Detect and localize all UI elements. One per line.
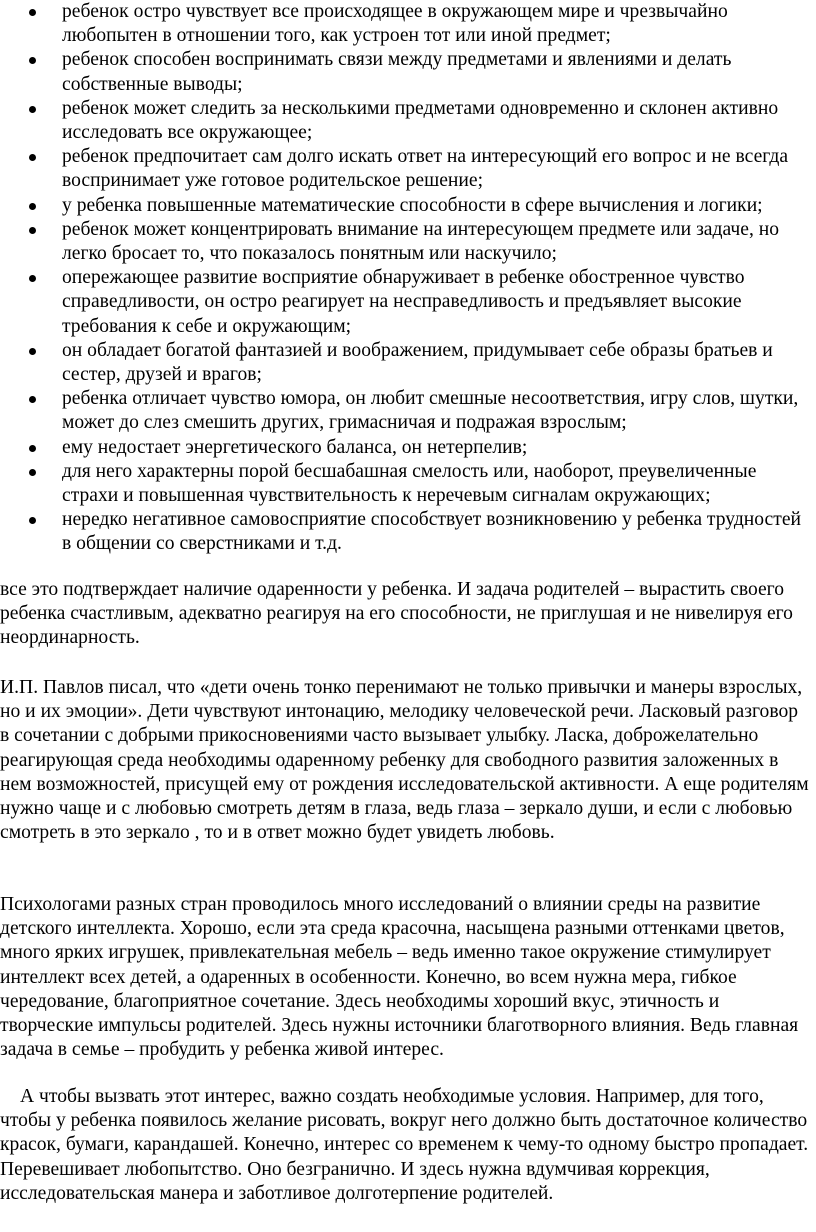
list-item xyxy=(0,194,816,218)
list-item xyxy=(0,145,816,193)
list-item xyxy=(0,436,816,460)
bullet-icon xyxy=(29,9,36,16)
environment-paragraph: Психологами разных стран проводилось много исследований о влиянии среды на развитие детского интеллекта. Хорошо, если эта среда красочна, насыщена разными оттенками цветов, много ярких игрушек, привлекательная мебель – ведь именно такое окружение стимулирует интеллект всех детей, а одаренных в особенности. Конечно, во всем нужна мера, гибкое чередование, благоприятное сочетание. Здесь необходимы хороший вкус, этичность и творческие импульсы родителей. Здесь нужны источники благотворного влияния. Ведь главная задача в семье – пробудить у ребенка живой интерес. xyxy=(0,894,799,1061)
bullet-icon xyxy=(29,227,36,234)
list-item xyxy=(0,339,816,387)
list-item xyxy=(0,218,816,266)
bullet-icon xyxy=(29,396,36,403)
list-item xyxy=(0,508,816,556)
bullet-icon xyxy=(29,469,36,476)
list-item xyxy=(0,97,816,145)
list-item xyxy=(0,266,816,339)
bullet-icon xyxy=(29,275,36,282)
list-item xyxy=(0,460,816,508)
bullet-icon xyxy=(29,106,36,113)
list-item-text: он обладает богатой фантазией и воображением, придумывает себе образы братьев и сестер, друзей и врагов; xyxy=(62,339,773,386)
list-item-text: ребенок может следить за несколькими предметами одновременно и склонен активно исследовать все окружающее; xyxy=(62,97,779,144)
bullet-icon xyxy=(29,445,36,452)
list-item-text: для него характерны порой бесшабашная смелость или, наоборот, преувеличенные страхи и повышенная чувствительность к неречевым сигналам окружающих; xyxy=(62,460,757,507)
conclusion-paragraph: все это подтверждает наличие одаренности у ребенка. И задача родителей – вырастить своего ребенка счастливым, адекватно реагируя на его способности, не приглушая и не нивелируя его неординарность. xyxy=(0,579,793,649)
list-item-text: у ребенка повышенные математические способности в сфере вычисления и логики; xyxy=(62,194,763,216)
traits-bullet-list xyxy=(0,0,816,557)
bullet-icon xyxy=(29,517,36,524)
bullet-icon xyxy=(29,154,36,161)
list-item-text: опережающее развитие восприятие обнаруживает в ребенке обостренное чувство справедливости, он остро реагирует на несправедливость и предъявляет высокие требования к себе и окружающим; xyxy=(62,267,745,337)
list-item-text: ребенок способен воспринимать связи между предметами и явлениями и делать собственные выводы; xyxy=(62,49,732,95)
list-item-text: ребенок может концентрировать внимание на интересующем предмете или задаче, но легко бросает то, что показалось понятным или наскучило; xyxy=(62,218,780,265)
list-item xyxy=(0,387,816,435)
interest-paragraph: А чтобы вызвать этот интерес, важно создать необходимые условия. Например, для того, чтобы у ребенка появилось желание рисовать, вокруг него должно быть достаточное количество красок, бумаги, карандашей. Конечно, интерес со временем к чему-то одному быстро пропадает. Перевешивает любопытство. Оно безгранично. И здесь нужна вдумчивая коррекция, исследовательская манера и заботливое долготерпение родителей. xyxy=(0,1086,809,1204)
list-item-text: ему недостает энергетического баланса, он нетерпелив; xyxy=(62,436,528,458)
bullet-icon xyxy=(29,57,36,64)
pavlov-paragraph: И.П. Павлов писал, что «дети очень тонко перенимают не только привычки и манеры взрослых, но и их эмоции». Дети чувствуют интонацию, мелодику человеческой речи. Ласковый разговор в сочетании с добрыми прикосновениями часто вызывает улыбку. Ласка, доброжелательно реагирующая среда необходимы одаренному ребенку для свободного развития заложенных в нем возможностей, присущей ему от рождения исследовательской активности. А еще родителям нужно чаще и с любовью смотреть детям в глаза, ведь глаза – зеркало души, и если с любовью смотреть в это зеркало , то и в ответ можно будет увидеть любовь. xyxy=(0,677,809,844)
list-item-text: ребенок остро чувствует все происходящее в окружающем мире и чрезвычайно любопытен в отношении того, как устроен тот или иной предмет; xyxy=(62,1,728,47)
list-item-text: ребенка отличает чувство юмора, он любит смешные несоответствия, игру слов, шутки, может до слез смешить других, гримасничая и подражая взрослым; xyxy=(62,388,799,434)
bullet-icon xyxy=(29,203,36,210)
list-item xyxy=(0,0,816,48)
list-item-text: ребенок предпочитает сам долго искать ответ на интересующий его вопрос и не всегда воспринимает уже готовое родительское решение; xyxy=(62,146,789,192)
bullet-icon xyxy=(29,348,36,355)
list-item-text: нередко негативное самовосприятие способствует возникновению у ребенка трудностей в общении со сверстниками и т.д. xyxy=(62,509,802,555)
list-item xyxy=(0,48,816,96)
